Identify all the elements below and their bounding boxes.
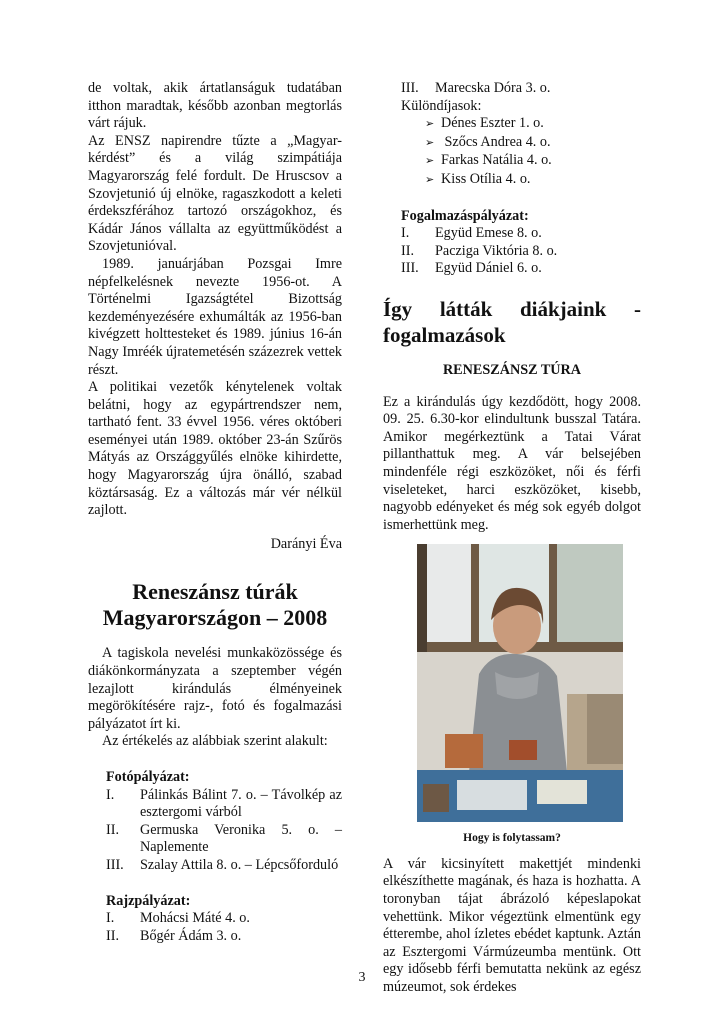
winner: Pálinkás Bálint 7. o. – Távolkép az esztergomi várból	[140, 786, 342, 821]
photo-contest-heading: Fotópályázat:	[106, 769, 190, 785]
right-column	[383, 80, 641, 997]
result-row	[106, 822, 342, 857]
heading-word: diákjaink	[519, 296, 607, 321]
result-row	[401, 243, 641, 261]
heading-line: fogalmazások	[383, 322, 506, 347]
rank: I.	[401, 225, 410, 242]
result-row	[401, 225, 641, 243]
paragraph: A tagiskola nevelési munkaközössége és diákönkormányzata a szeptember végén lezajlott kirándulás élményeinek megörökítésére rajz-, fotó és fogalmazási pályázatot írt ki.	[88, 645, 342, 732]
photo-girl-at-castle-model	[417, 544, 623, 822]
drawing-contest-results	[106, 893, 342, 946]
list-item	[425, 134, 641, 153]
list-item-text: Dénes Eszter 1. o.	[441, 115, 544, 132]
arrow-bullet-icon: ➢	[425, 155, 435, 168]
result-row	[106, 787, 342, 822]
winner: Pacziga Viktória 8. o.	[435, 242, 558, 259]
essay-contest-results	[401, 208, 641, 278]
result-row	[106, 857, 342, 875]
paragraph: A politikai vezetők kénytelenek voltak belátni, hogy az egypártrendszer nem, tartható fent. 33 évvel 1956. véres októberi eseményei után 1989. október 23-án Szűrös Mátyás az Országgyűlés elnöke kihirdette, hogy Magyarország újra önálló, szabad köztársaság. Ez a változás már vér nélkül zajlott.	[88, 379, 342, 519]
arrow-bullet-icon: ➢	[425, 136, 435, 149]
rank: III.	[106, 856, 124, 873]
article-title	[88, 579, 342, 631]
left-column	[88, 80, 342, 945]
arrow-bullet-icon: ➢	[425, 118, 435, 131]
title-line: Magyarországon – 2008	[102, 605, 328, 631]
rank: III.	[401, 260, 419, 277]
essay-title: RENESZÁNSZ TÚRA	[442, 361, 582, 378]
winner: Együd Dániel 6. o.	[435, 260, 542, 277]
paragraph: Az értékelés az alábbiak szerint alakult:	[102, 733, 328, 750]
section-heading	[383, 296, 641, 348]
author-signature: Darányi Éva	[270, 535, 342, 552]
arrow-bullet-icon: ➢	[425, 173, 435, 186]
photo-illustration	[417, 544, 623, 822]
title-line: Reneszánsz túrák	[132, 579, 298, 605]
result-row	[401, 80, 641, 98]
drawing-contest-heading: Rajzpályázat:	[106, 892, 191, 909]
drawing-contest-results-continued	[401, 80, 641, 115]
winner: Együd Emese 8. o.	[435, 225, 542, 242]
special-prize-list	[383, 115, 641, 189]
paragraph: 1989. januárjában Pozsgai Imre népfelkelésnek nevezte 1956-ot. A Történelmi Igazságtétel Bizottság kezdeményezésére exhumálták az 1956-ban kivégzett holttesteket és 1989. június 16-án Nagy Imréék újratemetésén százezrek vettek részt.	[88, 255, 342, 378]
essay-contest-heading: Fogalmazáspályázat:	[401, 207, 529, 224]
heading-word: látták	[439, 296, 493, 321]
rank: III.	[401, 80, 419, 96]
paragraph: A vár kicsinyített makettjét mindenki elkészíthette magának, és haza is hozhatta. A toronyban tájat ábrázoló képeslapokat vehettünk. Mikor végeztünk elmentünk egy étterembe, ahol ízletes ebédet kaptunk. Aztán az Esztergomi Vármúzeumba mentünk. Ott egy idősebb férfi bemutatta nekünk az egész múzeumot, sok érdekes	[383, 855, 641, 996]
rank: II.	[106, 821, 119, 838]
photo-caption: Hogy is folytassam?	[463, 832, 561, 845]
winner: Bőgér Ádám 3. o.	[140, 927, 242, 944]
list-item-text: Farkas Natália 4. o.	[441, 152, 552, 169]
photo-contest-results	[106, 769, 342, 875]
list-item	[425, 115, 641, 134]
list-item-text: Kiss Otília 4. o.	[441, 170, 531, 187]
rank: I.	[106, 910, 115, 927]
page-number: 3	[358, 970, 366, 985]
winner: Marecska Dóra 3. o.	[435, 80, 551, 96]
result-row	[106, 910, 342, 928]
rank: I.	[106, 786, 115, 803]
result-row	[106, 928, 342, 946]
paragraph: Az ENSZ napirendre tűzte a „Magyar-kérdést” és a világ szimpátiája Magyarország felé fordult. De Hruscsov a Szovjetunió új elnöke, ragaszkodott a keleti érdekszférához tartozó országokhoz, és Kádár János vállalta az együttműködést a Szovjetunióval.	[88, 132, 342, 255]
paragraph: Ez a kirándulás úgy kezdődött, hogy 2008. 09. 25. 6.30-kor elindultunk busszal Tatára. Amikor megérkeztünk a Tatai Várat pillanthattuk meg. A vár belsejében mindenféle régi eszközöket, női és férfi viseleteket, harci eszközöket, kisebb, nagyobb edényeket és még sok egyéb dolgot ismerhettünk meg.	[383, 393, 641, 533]
list-item	[425, 171, 641, 190]
special-prize-label: Különdíjasok:	[401, 97, 482, 114]
rank: II.	[106, 927, 119, 944]
rank: II.	[401, 242, 414, 259]
winner: Szalay Attila 8. o. – Lépcsőforduló	[140, 856, 339, 873]
list-item	[425, 152, 641, 171]
paragraph: de voltak, akik ártatlanságuk tudatában itthon maradtak, később azonban megtorlás várt rájuk.	[88, 80, 342, 132]
heading-word: Így	[383, 296, 413, 321]
result-row	[401, 260, 641, 278]
list-item-text: Szőcs Andrea 4. o.	[441, 133, 551, 150]
heading-word: -	[634, 296, 641, 321]
winner: Germuska Veronika 5. o. – Naplemente	[140, 821, 342, 856]
winner: Mohácsi Máté 4. o.	[140, 910, 250, 927]
